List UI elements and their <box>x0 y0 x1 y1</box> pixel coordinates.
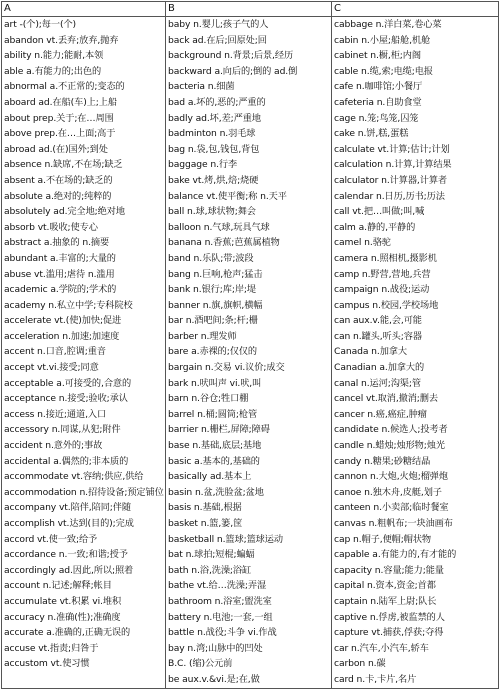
vocab-entry[interactable]: basic a.基本的,基础的 <box>168 455 260 467</box>
vocab-entry[interactable]: bar n.酒吧间;条;杆;栅 <box>168 315 258 327</box>
vocab-entry[interactable]: can n.罐头,听头;容器 <box>334 330 422 342</box>
vocab-entry[interactable]: battery n.电池;一套,一组 <box>168 611 273 623</box>
vocab-entry[interactable]: captain n.陆军上尉;队长 <box>334 595 437 607</box>
vocab-entry[interactable]: banner n.旗,旗帜,横幅 <box>168 299 263 311</box>
vocab-entry[interactable]: captive n.俘虏,被监禁的人 <box>334 611 445 623</box>
vocab-entry[interactable]: bathroom n.浴室;盥洗室 <box>168 595 272 607</box>
vocab-entry[interactable]: bare a.赤裸的;仅仅的 <box>168 346 257 358</box>
vocab-entry[interactable]: account n.记述;解释;帐目 <box>4 580 112 592</box>
vocab-entry[interactable]: bay n.湾;山脉中的凹处 <box>168 642 263 654</box>
vocab-entry[interactable]: camp n.野营,营地,兵营 <box>334 268 431 280</box>
vocab-entry[interactable]: capacity n.容量;能力;能量 <box>334 564 444 576</box>
vocab-entry[interactable]: capture vt.捕获,俘获;夺得 <box>334 627 444 639</box>
vocab-entry[interactable]: campaign n.战役;运动 <box>334 284 430 296</box>
vocab-entry[interactable]: back ad.在后;回原处;回 <box>168 34 267 46</box>
vocab-entry[interactable]: bathe vt.给…洗澡;弄湿 <box>168 580 267 592</box>
vocab-entry[interactable]: baggage n.行李 <box>168 159 238 171</box>
column-b <box>166 17 332 689</box>
vocab-entry[interactable]: baby n.婴儿;孩子气的人 <box>168 19 269 30</box>
vocab-entry[interactable]: abundant a.丰富的;大量的 <box>4 252 116 264</box>
vocab-entry[interactable]: barrel n.桶;圆筒;枪管 <box>168 408 258 420</box>
vocab-entry[interactable]: cake n.饼,糕,蛋糕 <box>334 128 409 140</box>
vocab-entry[interactable]: accumulate vt.积累 vi.堆积 <box>4 595 122 607</box>
vocab-entry[interactable]: base n.基础,底层;基地 <box>168 440 262 452</box>
vocab-entry[interactable]: access n.接近;通道,入口 <box>4 408 107 420</box>
vocab-entry[interactable]: basketball n.篮球;篮球运动 <box>168 533 283 545</box>
vocab-entry[interactable]: carbon n.碳 <box>334 658 386 670</box>
vocab-entry[interactable]: accurate a.准确的,正确无误的 <box>4 627 131 639</box>
vocab-entry[interactable]: Canadian a.加拿大的 <box>334 362 425 374</box>
vocab-entry[interactable]: Canada n.加拿大 <box>334 346 407 358</box>
vocab-entry[interactable]: capable a.有能力的,有才能的 <box>334 549 457 561</box>
vocab-entry[interactable]: accord vt.使一致;给予 <box>4 533 98 545</box>
vocab-entry[interactable]: accelerate vt.(使)加快;促进 <box>4 315 122 327</box>
vocab-entry[interactable]: abnormal a.不正常的;变态的 <box>4 81 125 93</box>
vocab-entry[interactable]: cancer n.癌,癌症,肿瘤 <box>334 408 427 420</box>
vocab-entry[interactable]: basket n.篮,篓,筐 <box>168 518 243 529</box>
vocab-entry[interactable]: calendar n.日历,历书;历法 <box>334 190 445 202</box>
vocab-entry[interactable]: above prep.在…上面;高于 <box>4 128 116 140</box>
vocab-entry[interactable]: accordingly ad.因此,所以;照着 <box>4 564 134 576</box>
vocab-entry[interactable]: calm a.静的,平静的 <box>334 221 416 233</box>
column-c <box>332 17 499 689</box>
vocab-entry[interactable]: about prep.关于;在…周围 <box>4 112 114 124</box>
vocab-entry[interactable]: bake vt.烤,烘,焙;烧硬 <box>168 174 259 186</box>
vocab-entry[interactable]: camel n.骆驼 <box>334 237 391 249</box>
vocab-entry[interactable]: battle n.战役;斗争 vi.作战 <box>168 627 277 639</box>
vocab-entry[interactable]: absorb vt.吸收;使专心 <box>4 221 98 233</box>
vocab-entry[interactable]: accomplish vt.达到(目的);完成 <box>4 518 134 529</box>
vocab-entry[interactable]: card n.卡,卡片,名片 <box>334 673 417 685</box>
vocab-entry[interactable]: car n.汽车,小汽车,轿车 <box>334 642 429 654</box>
header-row <box>2 2 499 17</box>
vocab-entry[interactable]: basis n.基础,根据 <box>168 502 242 514</box>
vocab-entry[interactable]: barrier n.栅栏,屏障;障碍 <box>168 424 270 436</box>
vocab-entry[interactable]: accept vt.vi.接受;同意 <box>4 362 99 374</box>
vocab-entry[interactable]: abandon vt.丢弃;放弃,抛弃 <box>4 34 119 46</box>
vocab-entry[interactable]: band n.乐队;带;波段 <box>168 252 254 264</box>
vocab-entry[interactable]: bat n.球拍;短棍;蝙蝠 <box>168 549 255 561</box>
vocab-entry[interactable]: barber n.理发师 <box>168 330 237 342</box>
column-header-a[interactable]: A <box>2 2 166 17</box>
vocab-entry[interactable]: accent n.口音,腔调;重音 <box>4 346 106 358</box>
vocab-entry[interactable]: accessory n.同谋,从犯;附件 <box>4 424 121 436</box>
vocab-entry[interactable]: bargain n.交易 vi.议价;成交 <box>168 362 285 374</box>
vocab-entry[interactable]: accompany vt.陪伴,陪同;伴随 <box>4 502 131 514</box>
vocab-entry[interactable]: basically ad.基本上 <box>168 471 252 483</box>
vocab-entry[interactable]: badminton n.羽毛球 <box>168 128 256 140</box>
vocab-entry[interactable]: abroad ad.(在)国外;到处 <box>4 143 108 155</box>
vocab-entry[interactable]: absence n.缺席,不在场;缺乏 <box>4 159 123 171</box>
vocab-entry[interactable]: accordance n.一致;和谐;授予 <box>4 549 128 561</box>
vocab-entry[interactable]: capital n.资本,资金;首都 <box>334 580 436 592</box>
vocab-entry[interactable]: call vt.把…叫做;叫,喊 <box>334 206 425 218</box>
vocab-entry[interactable]: balloon n.气球,玩具气球 <box>168 221 270 233</box>
vocab-entry[interactable]: absent a.不在场的;缺乏的 <box>4 174 113 186</box>
vocab-entry[interactable]: accidental a.偶然的;非本质的 <box>4 455 129 467</box>
vocab-entry[interactable]: badly ad.坏,差;严重地 <box>168 112 261 124</box>
vocab-entry[interactable]: acceleration n.加速;加速度 <box>4 330 120 342</box>
vocab-entry[interactable]: camera n.照相机,摄影机 <box>334 252 437 264</box>
vocab-entry[interactable]: B.C. (缩)公元前 <box>168 658 233 670</box>
vocab-entry[interactable]: bank n.银行;库;岸;堤 <box>168 284 256 296</box>
vocab-entry[interactable]: cap n.帽子,便帽;帽状物 <box>334 533 432 545</box>
column-a <box>2 17 166 689</box>
column-header-c[interactable]: C <box>332 2 499 17</box>
vocab-entry[interactable]: bad a.坏的,恶的;严重的 <box>168 96 266 108</box>
vocab-entry[interactable]: canteen n.小卖部;临时餐室 <box>334 502 449 514</box>
vocab-entry[interactable]: accommodate vt.容纳;供应,供给 <box>4 471 144 483</box>
vocab-entry[interactable]: able a.有能力的;出色的 <box>4 65 102 77</box>
vocab-entry[interactable]: accuracy n.准确(性);准确度 <box>4 611 121 623</box>
vocab-entry[interactable]: bath n.浴,洗澡;浴缸 <box>168 564 252 576</box>
vocab-entry[interactable]: candidate n.候选人;投考者 <box>334 424 448 436</box>
vocab-entry[interactable]: accommodation n.招待设备;预定铺位 <box>4 486 164 498</box>
vocab-entry[interactable]: accuse vt.指责;归咎于 <box>4 642 99 654</box>
vocab-entry[interactable]: cancel vt.取消,撤消;删去 <box>334 393 438 405</box>
vocab-entry[interactable]: aboard ad.在船(车)上;上船 <box>4 96 117 108</box>
vocab-entry[interactable]: absolute a.绝对的;纯粹的 <box>4 190 112 202</box>
vocab-entry[interactable]: candy n.糖果;砂糖结晶 <box>334 455 431 467</box>
vocab-entry[interactable]: ball n.球,球状物;舞会 <box>168 206 256 218</box>
vocab-entry[interactable]: abuse vt.滥用;虐待 n.滥用 <box>4 268 115 280</box>
vocab-entry[interactable]: ability n.能力;能耐,本领 <box>4 50 104 62</box>
vocab-entry[interactable]: cabbage n.洋白菜,卷心菜 <box>334 19 442 30</box>
vocab-entry[interactable]: backward a.向后的;倒的 ad.倒 <box>168 65 298 77</box>
vocab-entry[interactable]: balance vt.使平衡;称 n.天平 <box>168 190 287 202</box>
vocab-entry[interactable]: cafe n.咖啡馆;小餐厅 <box>334 81 423 93</box>
vocab-entry[interactable]: canal n.运河;沟渠;管 <box>334 377 421 389</box>
vocab-entry[interactable]: acceptable a.可接受的,合意的 <box>4 377 132 389</box>
vocab-entry[interactable]: calculation n.计算,计算结果 <box>334 159 452 171</box>
vocab-entry[interactable]: abstract a.抽象的 n.摘要 <box>4 237 110 249</box>
vocab-entry[interactable]: bacteria n.细菌 <box>168 81 235 93</box>
vocab-entry[interactable]: cannon n.大炮,火炮;榴弹炮 <box>334 471 448 483</box>
vocab-entry[interactable]: absolutely ad.完全地;绝对地 <box>4 206 125 218</box>
vocab-entry[interactable]: candle n.蜡烛;烛形物;烛光 <box>334 440 445 452</box>
column-header-b[interactable]: B <box>166 2 332 17</box>
vocab-entry[interactable]: cable n.缆,索;电缆;电报 <box>334 65 433 77</box>
vocab-entry[interactable]: accustom vt.使习惯 <box>4 658 90 670</box>
vocab-entry[interactable]: bag n.袋,包,钱包,背包 <box>168 143 260 155</box>
vocab-entry[interactable]: art -(个);每一(个) <box>4 19 77 30</box>
vocab-entry[interactable]: barn n.谷仓;牲口棚 <box>168 393 249 405</box>
vocab-entry[interactable]: cabin n.小屋;船舱,机舱 <box>334 34 431 46</box>
vocab-entry[interactable]: academic a.学院的;学术的 <box>4 284 117 296</box>
vocab-entry[interactable]: calculate vt.计算;估计;计划 <box>334 143 450 155</box>
vocab-entry[interactable]: bang n.巨响,枪声;猛击 <box>168 268 263 280</box>
vocab-entry[interactable]: cafeteria n.自助食堂 <box>334 96 422 108</box>
vocab-entry[interactable]: canvas n.粗帆布;一块油画布 <box>334 518 453 529</box>
vocab-entry[interactable]: background n.背景;后景,经历 <box>168 50 294 62</box>
vocab-entry[interactable]: accident n.意外的;事故 <box>4 440 103 452</box>
vocab-entry[interactable]: campus n.校园,学校场地 <box>334 299 439 311</box>
vocab-entry[interactable]: academy n.私立中学;专科院校 <box>4 299 133 311</box>
vocab-entry[interactable]: cage n.笼;鸟笼,囚笼 <box>334 112 419 124</box>
vocab-entry[interactable]: be aux.v.&vi.是;在,做 <box>168 673 260 685</box>
vocab-entry[interactable]: bark n.吠叫声 vi.吠,叫 <box>168 377 262 389</box>
vocabulary-table <box>1 1 499 689</box>
vocab-entry[interactable]: basin n.盆,洗脸盆;盆地 <box>168 486 264 498</box>
vocab-entry[interactable]: banana n.香蕉;芭蕉属植物 <box>168 237 280 249</box>
vocab-entry[interactable]: acceptance n.接受;验收;承认 <box>4 393 128 405</box>
vocab-entry[interactable]: calculator n.计算器,计算者 <box>334 174 448 186</box>
vocab-entry[interactable]: can aux.v.能,会,可能 <box>334 315 422 327</box>
vocab-entry[interactable]: cabinet n.橱,柜;内阁 <box>334 50 421 62</box>
vocab-entry[interactable]: canoe n.独木舟,皮艇,划子 <box>334 486 442 498</box>
